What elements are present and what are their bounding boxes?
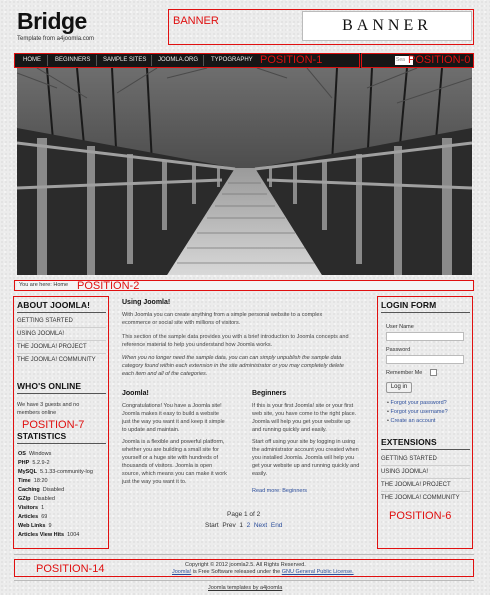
create-account-link[interactable]: • Create an account	[387, 418, 435, 424]
sidebar-link-getting-started[interactable]: GETTING STARTED	[17, 318, 73, 324]
position-1-label: POSITION-1	[260, 54, 323, 66]
remember-me-label: Remember Me	[386, 370, 423, 376]
heading-rule	[381, 449, 470, 450]
breadcrumb: You are here: Home	[19, 282, 69, 288]
position-2-label: POSITION-2	[77, 280, 140, 292]
extensions-heading: EXTENSIONS	[381, 437, 437, 447]
username-field[interactable]	[386, 332, 464, 341]
heading-rule	[17, 443, 106, 444]
pager-prev: Prev	[222, 522, 236, 529]
stat-row: MySQL 5.1.33-community-log	[18, 469, 93, 475]
hero-bridge-image	[17, 68, 472, 275]
footer-rule	[14, 554, 474, 555]
pagination	[205, 522, 282, 529]
stat-row: OS Windows	[18, 451, 52, 457]
pager-start: Start	[205, 522, 219, 529]
password-label: Password	[386, 347, 411, 353]
nav-item-home[interactable]: HOME	[23, 57, 41, 63]
nav-item-typography[interactable]: TYPOGRAPHY	[211, 57, 253, 63]
heading-rule	[17, 393, 106, 394]
about-joomla-heading: ABOUT JOOMLA!	[17, 300, 91, 310]
stat-row: Time 18:20	[18, 478, 48, 484]
page-counter: Page 1 of 2	[227, 511, 261, 518]
nav-item-sample-sites[interactable]: SAMPLE SITES	[103, 57, 147, 63]
beginners-article-title[interactable]: Beginners	[252, 390, 287, 397]
gpl-link[interactable]: GNU General Public License.	[281, 569, 354, 575]
search-input[interactable]: Sea	[395, 56, 413, 65]
link-divider	[17, 327, 106, 328]
position-6-label: POSITION-6	[389, 510, 452, 522]
pager-next[interactable]: Next	[253, 522, 268, 529]
stat-row: Web Links 9	[18, 523, 52, 529]
site-logo[interactable]: Bridge	[17, 8, 87, 34]
read-more-link[interactable]: Read more: Beginners	[252, 488, 308, 494]
joomla-article-text: Joomla is a flexible and powerful platform, whether you are building a small site for yourself or a huge site with hundreds of thousands of visitors. Joomla is open source, which means you can make it work just the way you want it to.	[122, 439, 227, 485]
whos-online-text: members online	[17, 410, 57, 416]
pager-page-1: 1	[239, 522, 243, 529]
link-divider	[381, 491, 470, 492]
footer-rule	[14, 580, 474, 581]
pager-end[interactable]: End	[270, 522, 283, 529]
extension-link-getting-started[interactable]: GETTING STARTED	[381, 456, 437, 462]
position-0-label: POSITION-0	[408, 54, 471, 66]
extension-link-joomla-community[interactable]: THE JOOMLA! COMMUNITY	[381, 495, 460, 501]
stat-row: Caching Disabled	[18, 487, 65, 493]
link-divider	[17, 340, 106, 341]
position-14-label: POSITION-14	[36, 563, 105, 575]
stat-row: PHP 5.2.9-2	[18, 460, 50, 466]
login-button[interactable]: Log in	[386, 382, 412, 393]
article-paragraph: This section of the sample data provides you with a brief introduction to Joomla concepts and reference material to help you understand how Joomla works.	[122, 334, 349, 348]
remember-me-checkbox[interactable]	[430, 369, 437, 376]
template-credit-link[interactable]: Joomla templates by a4joomla	[208, 585, 283, 591]
nav-item-joomla-org[interactable]: JOOMLA.ORG	[158, 57, 199, 63]
footer-license: Joomla! is Free Software released under the GNU General Public License.	[172, 569, 354, 575]
article-title[interactable]: Using Joomla!	[122, 299, 171, 306]
footer-copyright: Copyright © 2012 joomla2.5. All Rights Reserved.	[185, 562, 306, 568]
joomla-link[interactable]: Joomla!	[172, 569, 192, 575]
heading-rule	[381, 312, 470, 313]
joomla-article-title[interactable]: Joomla!	[122, 390, 149, 397]
beginners-article-text: If this is your first Joomla! site or your first web site, you have come to the right place. Joomla will help you get your website up and running quickly and easily.	[252, 403, 357, 433]
beginners-article-text: Start off using your site by logging in using the administrator account you created when you installed Joomla. Joomla will help you get your website up and running quickly and easily.	[252, 439, 360, 477]
article-italic-note: When you no longer need the sample data, you can can simply unpublish the sample data category found within each extension in the site administrator or you may completely delete each item and all of the categories.	[122, 355, 344, 377]
extension-link-using-joomla[interactable]: USING JOOMLA!	[381, 469, 429, 475]
banner-image[interactable]: BANNER	[302, 11, 472, 41]
whos-online-heading: WHO'S ONLINE	[17, 381, 82, 391]
nav-item-beginners[interactable]: BEGINNERS	[55, 57, 91, 63]
extension-link-joomla-project[interactable]: THE JOOMLA! PROJECT	[381, 482, 451, 488]
forgot-username-link[interactable]: • Forgot your username?	[387, 409, 448, 415]
link-divider	[17, 353, 106, 354]
pager-page-2[interactable]: 2	[246, 522, 251, 529]
password-field[interactable]	[386, 355, 464, 364]
stat-row: GZip Disabled	[18, 496, 55, 502]
link-divider	[381, 478, 470, 479]
stat-row: Articles 69	[18, 514, 48, 520]
forgot-password-link[interactable]: • Forgot your password?	[387, 400, 447, 406]
article-intro: With Joomla you can create anything from a simple personal website to a complex ecommerce or social site with millions of visitors.	[122, 312, 323, 326]
username-label: User Name	[386, 324, 414, 330]
joomla-article-text: Congratulations! You have a Joomla site! Joomla makes it easy to build a website just the way you want it and keep it simple to update and maintain.	[122, 403, 225, 433]
position-7-label: POSITION-7	[22, 419, 85, 431]
link-divider	[381, 465, 470, 466]
sidebar-link-joomla-community[interactable]: THE JOOMLA! COMMUNITY	[17, 357, 96, 363]
stat-row: Articles View Hits 1004	[18, 532, 80, 538]
sidebar-link-joomla-project[interactable]: THE JOOMLA! PROJECT	[17, 344, 87, 350]
login-form-heading: LOGIN FORM	[381, 300, 437, 310]
banner-position-label: BANNER	[173, 15, 219, 27]
heading-rule	[17, 312, 106, 313]
site-tagline: Template from a4joomla.com	[17, 36, 95, 42]
sidebar-link-using-joomla[interactable]: USING JOOMLA!	[17, 331, 65, 337]
stat-row: Visitors 1	[18, 505, 45, 511]
whos-online-text: We have 3 guests and no	[17, 402, 80, 408]
statistics-heading: STATISTICS	[17, 431, 67, 441]
